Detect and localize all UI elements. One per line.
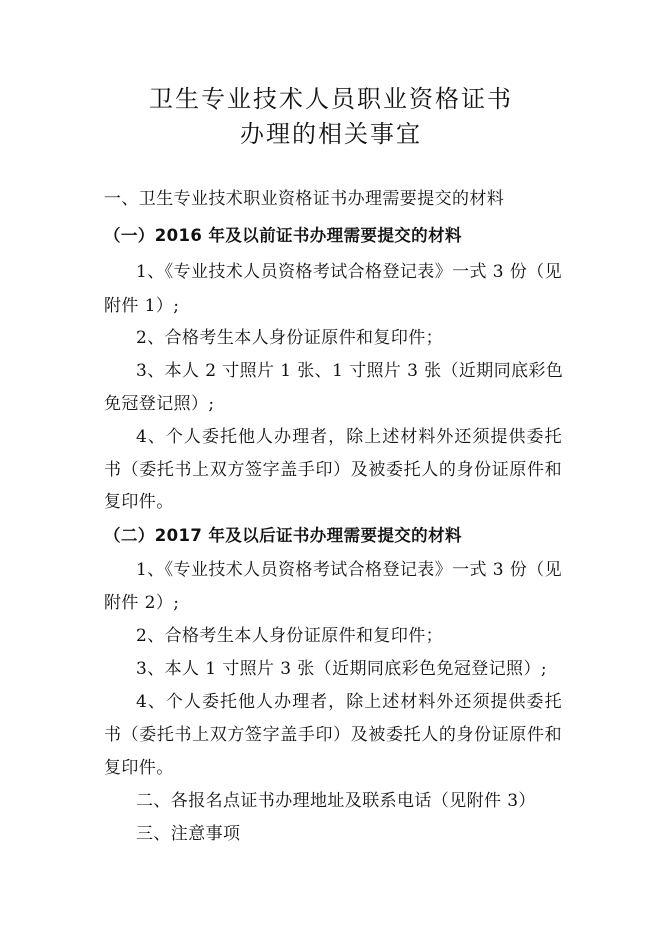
sub1-item-3-line-1: 3、本人 2 寸照片 1 张、1 寸照片 3 张（近期同底彩色 bbox=[136, 361, 564, 381]
section-2-heading: 二、各报名点证书办理地址及联系电话（见附件 3） bbox=[136, 791, 536, 811]
document-title-line-1: 卫生专业技术人员职业资格证书 bbox=[149, 85, 513, 113]
sub2-item-2: 2、合格考生本人身份证原件和复印件； bbox=[136, 626, 444, 646]
section-1-heading: 一、卫生专业技术职业资格证书办理需要提交的材料 bbox=[104, 189, 505, 209]
sub2-item-3: 3、本人 1 寸照片 3 张（近期同底彩色免冠登记照）; bbox=[136, 659, 547, 679]
section-3-heading: 三、注意事项 bbox=[136, 824, 241, 844]
sub1-item-4-line-2: 书（委托书上双方签字盖手印）及被委托人的身份证原件和 bbox=[104, 460, 562, 480]
sub1-item-4-line-1: 4、个人委托他人办理者，除上述材料外还须提供委托 bbox=[136, 427, 562, 447]
sub2-item-1-line-2: 附件 2）; bbox=[104, 593, 180, 613]
sub2-item-4-line-3: 复印件。 bbox=[104, 758, 174, 778]
sub1-item-1-line-2: 附件 1）; bbox=[104, 296, 180, 316]
sub2-item-4-line-2: 书（委托书上双方签字盖手印）及被委托人的身份证原件和 bbox=[104, 725, 562, 745]
sub1-item-2: 2、合格考生本人身份证原件和复印件； bbox=[136, 328, 444, 348]
sub1-item-1-line-1: 1、《专业技术人员资格考试合格登记表》一式 3 份（见 bbox=[136, 262, 562, 282]
sub1-item-4-line-3: 复印件。 bbox=[104, 492, 174, 512]
document-title-line-2: 办理的相关事宜 bbox=[240, 120, 422, 148]
subsection-1-heading: （一）2016 年及以前证书办理需要提交的材料 bbox=[104, 226, 462, 245]
sub2-item-1-line-1: 1、《专业技术人员资格考试合格登记表》一式 3 份（见 bbox=[136, 560, 562, 580]
subsection-2-heading: （二）2017 年及以后证书办理需要提交的材料 bbox=[104, 526, 462, 545]
sub1-item-3-line-2: 免冠登记照）; bbox=[104, 394, 215, 414]
sub2-item-4-line-1: 4、个人委托他人办理者，除上述材料外还须提供委托 bbox=[136, 692, 562, 712]
